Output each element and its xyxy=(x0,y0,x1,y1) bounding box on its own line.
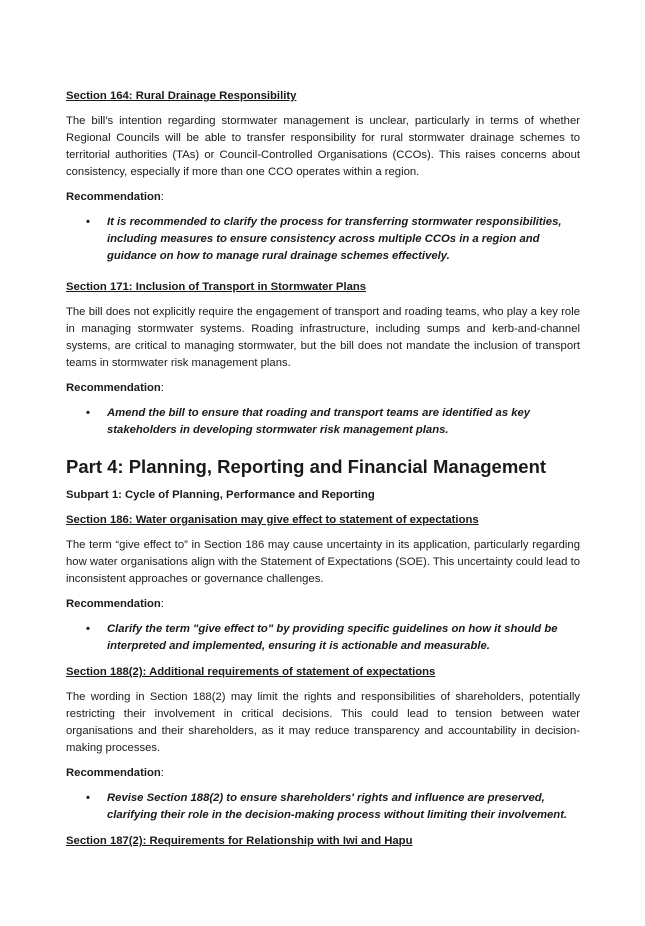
section-164-recommendation-list xyxy=(66,214,580,265)
section-186-recommendation-list xyxy=(66,621,580,655)
section-186-body: The term “give effect to” in Section 186 may cause uncertainty in its application, particularly regarding how water organisations align with the Statement of Expectations (SOE). This uncertainty could lead to inconsistent approaches or governance challenges. xyxy=(66,539,580,585)
section-164-recommendation-label: Recommendation: xyxy=(66,191,164,203)
section-188-recommendation-label: Recommendation: xyxy=(66,767,164,779)
section-164-recommendation: • It is recommended to clarify the process for transferring stormwater responsibilities, including measures to ensure consistency across multiple CCOs in a region and guidance on how to manage rural drainage schemes effectively. xyxy=(86,216,562,262)
section-188-recommendation: • Revise Section 188(2) to ensure shareholders' rights and influence are preserved, clarifying their role in the decision-making process without limiting their involvement. xyxy=(86,792,568,821)
section-186-recommendation: • Clarify the term "give effect to" by providing specific guidelines on how it should be interpreted and implemented, ensuring it is actionable and measurable. xyxy=(86,623,558,652)
bullet-icon: • xyxy=(86,216,90,228)
section-186-recommendation-label: Recommendation: xyxy=(66,598,164,610)
bullet-icon: • xyxy=(86,792,90,804)
section-187-heading: Section 187(2): Requirements for Relationship with Iwi and Hapu xyxy=(66,835,413,847)
bullet-icon: • xyxy=(86,623,90,635)
section-164-heading: Section 164: Rural Drainage Responsibility xyxy=(66,90,297,102)
section-188-body: The wording in Section 188(2) may limit the rights and responsibilities of shareholders, potentially restricting their involvement in critical decisions. This could lead to tension between water organisations and their shareholders, as it may reduce transparency and accountability in decision-making processes. xyxy=(66,691,580,754)
section-171-recommendation: • Amend the bill to ensure that roading and transport teams are identified as key stakeholders in developing stormwater risk management plans. xyxy=(86,407,531,436)
document-page xyxy=(66,88,580,858)
section-171-recommendation-list xyxy=(66,405,580,439)
section-186-heading: Section 186: Water organisation may give effect to statement of expectations xyxy=(66,514,479,526)
bullet-icon: • xyxy=(86,407,90,419)
section-171-heading: Section 171: Inclusion of Transport in Stormwater Plans xyxy=(66,281,367,293)
subpart-1-heading: Subpart 1: Cycle of Planning, Performance and Reporting xyxy=(66,489,375,501)
part-4-title: Part 4: Planning, Reporting and Financial Management xyxy=(66,456,547,477)
section-171-recommendation-label: Recommendation: xyxy=(66,382,164,394)
section-188-recommendation-list xyxy=(66,790,580,824)
section-188-heading: Section 188(2): Additional requirements of statement of expectations xyxy=(66,666,436,678)
section-171-body: The bill does not explicitly require the engagement of transport and roading teams, who play a key role in managing stormwater systems. Roading infrastructure, including sumps and kerb-and-channel systems, are critical to managing stormwater, but the bill does not mandate the inclusion of transport teams in stormwater risk management plans. xyxy=(66,306,580,369)
section-164-body: The bill’s intention regarding stormwater management is unclear, particularly in terms of whether Regional Councils will be able to transfer responsibility for rural stormwater drainage schemes to territorial authorities (TAs) or Council-Controlled Organisations (CCOs). This raises concerns about consistency, especially if more than one CCO operates within a region. xyxy=(66,115,580,178)
